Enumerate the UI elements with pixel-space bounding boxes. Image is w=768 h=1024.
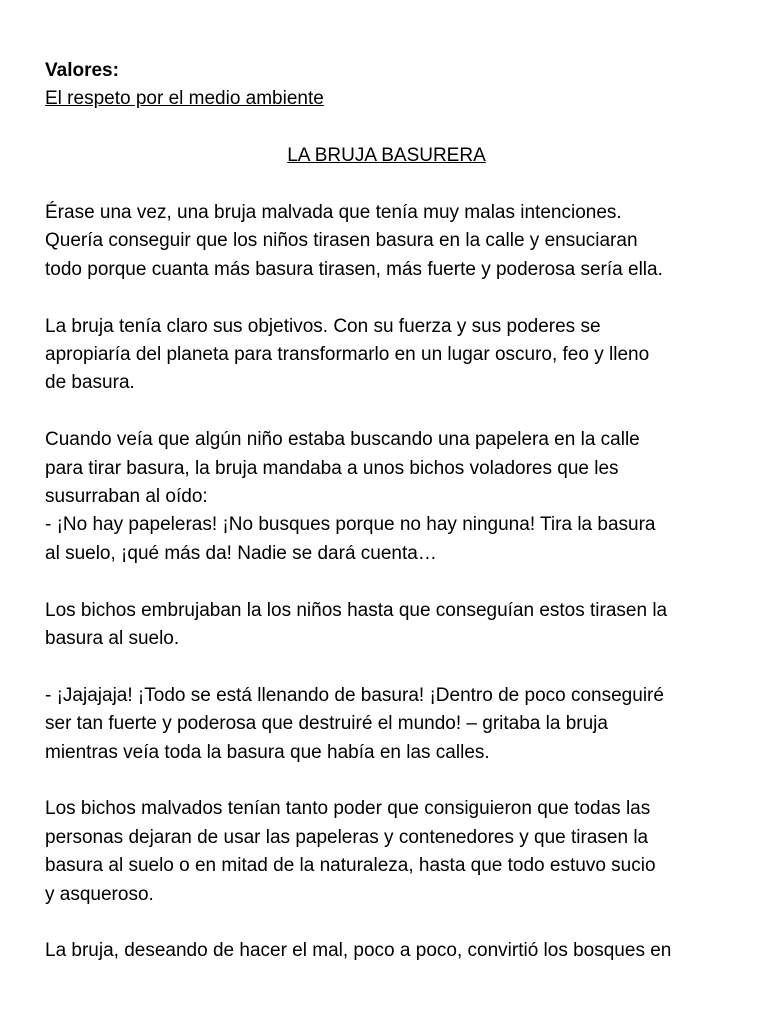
dialogue-line: - ¡No hay papeleras! ¡No busques porque no hay ninguna! Tira la basura al suelo, ¡qué más da! Nadie se dará cuenta… [45, 514, 656, 564]
values-subtitle: El respeto por el medio ambiente [45, 88, 324, 110]
story-paragraph: La bruja, deseando de hacer el mal, poco a poco, convirtió los bosques en [45, 940, 672, 962]
story-paragraph: Érase una vez, una bruja malvada que tenía muy malas intenciones. Quería conseguir que los niños tirasen basura en la calle y ensuciaran todo porque cuanta más basura tirasen, más fuerte y poderosa sería ella. [45, 202, 663, 280]
story-paragraph: Los bichos embrujaban la los niños hasta que conseguían estos tirasen la basura al suelo. [45, 599, 668, 650]
story-paragraph: Cuando veía que algún niño estaba buscando una papelera en la calle para tirar basura, la bruja mandaba a unos bichos voladores que les susurraban al oído: [45, 429, 640, 508]
values-heading: Valores: [45, 60, 119, 81]
story-paragraph: La bruja tenía claro sus objetivos. Con su fuerza y sus poderes se apropiaría del planeta para transformarlo en un lugar oscuro, feo y lleno de basura. [45, 315, 650, 394]
story-title: LA BRUJA BASURERA [287, 145, 486, 167]
story-paragraph: Los bichos malvados tenían tanto poder que consiguieron que todas las personas dejaran de usar las papeleras y contenedores y que tirasen la basura al suelo o en mitad de la naturaleza, hasta que todo estuvo sucio y asqueroso. [45, 798, 656, 905]
dialogue-line: - ¡Jajajaja! ¡Todo se está llenando de basura! ¡Dentro de poco conseguiré ser tan fuerte y poderosa que destruiré el mundo! – gritaba la bruja mientras veía toda la basura que había en las calles. [45, 684, 664, 763]
